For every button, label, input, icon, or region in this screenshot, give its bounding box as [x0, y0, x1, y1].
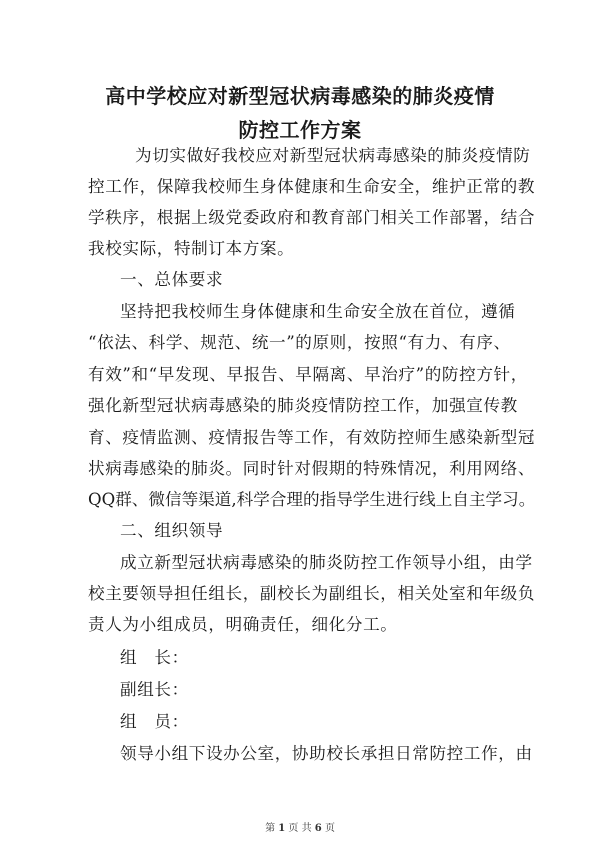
- page-footer: [0, 819, 600, 834]
- section-heading-2: 二、组织领导: [120, 521, 224, 540]
- paragraph-line: 学秩序，根据上级党委政府和教育部门相关工作部署，结合: [88, 208, 536, 227]
- paragraph-line: 我校实际，特制订本方案。: [88, 239, 295, 258]
- paragraph-line: 领导小组下设办公室，协助校长承担日常防控工作，由: [120, 744, 533, 763]
- group-member-label: 组 员：: [120, 712, 189, 731]
- section-heading-1: 一、总体要求: [120, 270, 224, 289]
- footer-page-number: 1: [278, 823, 286, 834]
- paragraph-line: 成立新型冠状病毒感染的肺炎防控工作领导小组，由学: [120, 553, 533, 572]
- footer-suffix: 页: [324, 823, 335, 834]
- paragraph-line: 责人为小组成员，明确责任，细化分工。: [88, 615, 398, 634]
- footer-prefix: 第: [265, 823, 276, 834]
- group-leader-label: 组 长：: [120, 648, 189, 667]
- paragraph-line: 强化新型冠状病毒感染的肺炎疫情防控工作，加强宣传教: [88, 396, 518, 415]
- doc-title-line-2: 防控工作方案: [238, 118, 362, 142]
- doc-title-line-1: 高中学校应对新型冠状病毒感染的肺炎疫情: [105, 84, 495, 108]
- paragraph-line: QQ群、微信等渠道,科学合理的指导学生进行线上自主学习。: [88, 490, 536, 509]
- paragraph-line: 有效”和“早发现、早报告、早隔离、早治疗”的防控方针，: [88, 365, 528, 384]
- deputy-leader-label: 副组长：: [120, 680, 189, 699]
- paragraph-line: 育、疫情监测、疫情报告等工作，有效防控师生感染新型冠: [88, 428, 536, 447]
- paragraph-line: “依法、科学、规范、统一”的原则，按照“有力、有序、: [88, 333, 511, 352]
- paragraph-line: 为切实做好我校应对新型冠状病毒感染的肺炎疫情防: [135, 146, 531, 165]
- footer-middle: 页 共: [288, 823, 312, 834]
- paragraph-line: 状病毒感染的肺炎。同时针对假期的特殊情况，利用网络、: [88, 459, 536, 478]
- paragraph-line: 校主要领导担任组长，副校长为副组长，相关处室和年级负: [88, 584, 536, 603]
- footer-total-pages: 6: [314, 823, 322, 834]
- paragraph-line: 坚持把我校师生身体健康和生命安全放在首位，遵循: [120, 302, 516, 321]
- paragraph-line: 控工作，保障我校师生身体健康和生命安全，维护正常的教: [88, 177, 536, 196]
